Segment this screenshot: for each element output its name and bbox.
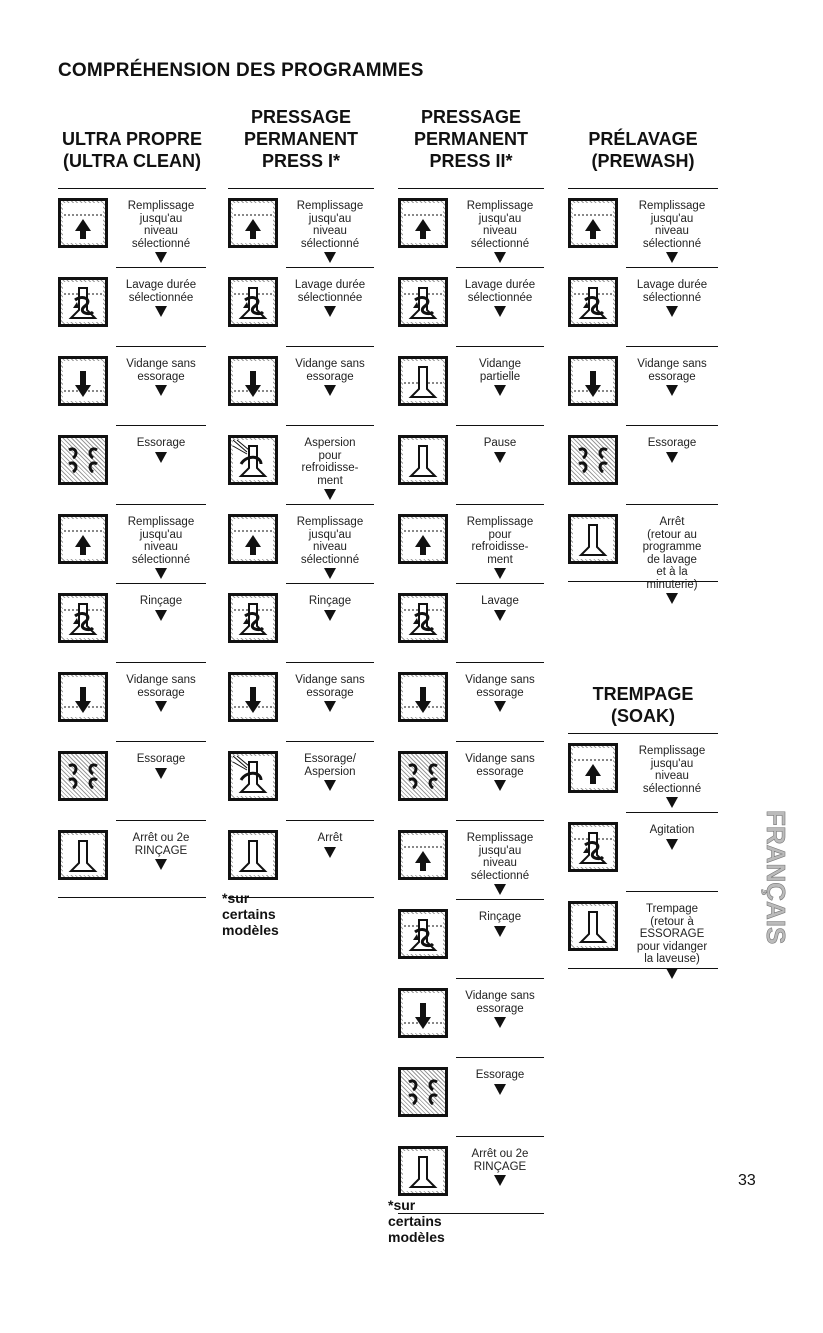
spin-icon (58, 751, 108, 801)
step-text: Vidange sans essorage (295, 358, 365, 383)
next-step-arrow-icon (155, 701, 167, 712)
step-divider (626, 812, 718, 813)
step-label (456, 753, 544, 791)
step-text: Lavage durée sélectionné (636, 279, 708, 304)
next-step-arrow-icon (324, 568, 336, 579)
step-text: Remplissage jusqu'au niveau sélectionné (296, 516, 364, 566)
next-step-arrow-icon (494, 252, 506, 263)
step-text: Remplissage jusqu'au niveau sélectionné (466, 200, 534, 250)
step-divider (456, 504, 544, 505)
next-step-arrow-icon (666, 797, 678, 808)
step-divider (116, 267, 206, 268)
fill-icon (398, 198, 448, 248)
next-step-arrow-icon (324, 701, 336, 712)
step-label (286, 832, 374, 858)
step-text: Arrêt (retour au programme de lavage et à la minuterie) (642, 516, 702, 591)
program-step (398, 267, 544, 346)
step-text: Aspersion pour refroidisse- ment (301, 437, 359, 487)
program-step (398, 662, 544, 741)
fill-icon (568, 743, 618, 793)
program-step (398, 820, 544, 899)
next-step-arrow-icon (155, 306, 167, 317)
spin-icon (398, 751, 448, 801)
program-step (228, 504, 374, 583)
next-step-arrow-icon (324, 610, 336, 621)
step-label (116, 516, 206, 579)
step-label (626, 824, 718, 850)
fill-icon (398, 514, 448, 564)
step-text: Arrêt (317, 832, 343, 844)
step-text: Essorage (136, 437, 186, 449)
step-divider (116, 583, 206, 584)
program-step (58, 662, 206, 741)
next-step-arrow-icon (494, 1017, 506, 1028)
step-label (116, 832, 206, 870)
fill-icon (228, 514, 278, 564)
next-step-arrow-icon (666, 968, 678, 979)
step-label (286, 200, 374, 263)
wash-agitator-icon (58, 593, 108, 643)
step-divider (286, 504, 374, 505)
next-step-arrow-icon (494, 884, 506, 895)
program-step (568, 504, 718, 591)
program-heading: ULTRA PROPRE (ULTRA CLEAN) (61, 129, 202, 171)
step-divider (626, 346, 718, 347)
wash-agitator-icon (398, 277, 448, 327)
step-text: Lavage (481, 595, 519, 607)
program-step (398, 188, 544, 267)
step-text: Essorage (647, 437, 697, 449)
program-heading: PRESSAGE PERMANENT PRESS II* (413, 107, 528, 171)
step-text: Remplissage jusqu'au niveau sélectionné (466, 832, 534, 882)
next-step-arrow-icon (155, 252, 167, 263)
step-text: Essorage/ Aspersion (304, 753, 356, 778)
step-divider (286, 425, 374, 426)
fill-icon (568, 198, 618, 248)
agitator-off-icon (398, 1146, 448, 1196)
spin-icon (568, 435, 618, 485)
footnote: *sur certains modèles (222, 890, 279, 938)
drain-icon (398, 672, 448, 722)
step-text: Vidange sans essorage (126, 358, 196, 383)
step-divider (626, 891, 718, 892)
program-step (398, 346, 544, 425)
program-step (228, 425, 374, 504)
wash-agitator-icon (228, 277, 278, 327)
step-text: Remplissage pour refroidisse- ment (466, 516, 534, 566)
step-divider (286, 820, 374, 821)
step-label (456, 358, 544, 396)
step-text: Vidange sans essorage (295, 674, 365, 699)
step-divider (456, 1057, 544, 1058)
next-step-arrow-icon (494, 385, 506, 396)
drain-icon (58, 356, 108, 406)
wash-agitator-icon (398, 909, 448, 959)
program-step (58, 741, 206, 820)
next-step-arrow-icon (324, 252, 336, 263)
step-text: Remplissage jusqu'au niveau sélectionné (638, 745, 706, 795)
step-text: Trempage (retour à ESSORAGE pour vidanger la laveuse) (636, 903, 708, 965)
program-step (568, 733, 718, 812)
partial-drain-icon (398, 356, 448, 406)
next-step-arrow-icon (666, 452, 678, 463)
wash-agitator-icon (568, 822, 618, 872)
step-divider (456, 741, 544, 742)
wash-agitator-icon (58, 277, 108, 327)
program-step (398, 425, 544, 504)
drain-icon (228, 356, 278, 406)
next-step-arrow-icon (494, 780, 506, 791)
program-step (228, 188, 374, 267)
next-step-arrow-icon (324, 385, 336, 396)
step-divider (116, 662, 206, 663)
step-divider (116, 504, 206, 505)
column-end-divider (568, 968, 718, 969)
step-divider (228, 188, 374, 189)
step-divider (116, 820, 206, 821)
step-divider (456, 267, 544, 268)
next-step-arrow-icon (666, 306, 678, 317)
program-step (398, 504, 544, 583)
next-step-arrow-icon (155, 568, 167, 579)
step-label (456, 437, 544, 463)
step-label (116, 437, 206, 463)
step-divider (116, 346, 206, 347)
step-text: Lavage durée sélectionnée (464, 279, 536, 304)
next-step-arrow-icon (324, 489, 336, 500)
column-end-divider (58, 897, 206, 898)
step-divider (286, 583, 374, 584)
next-step-arrow-icon (155, 768, 167, 779)
step-divider (456, 425, 544, 426)
program-step (568, 425, 718, 504)
agitator-off-icon (228, 830, 278, 880)
program-step (568, 346, 718, 425)
step-text: Rinçage (308, 595, 352, 607)
program-step (398, 583, 544, 662)
next-step-arrow-icon (155, 385, 167, 396)
step-label (456, 990, 544, 1028)
program-heading: PRESSAGE PERMANENT PRESS I* (243, 107, 358, 171)
step-divider (286, 267, 374, 268)
step-label (286, 437, 374, 500)
step-label (456, 200, 544, 263)
program-heading: TREMPAGE (SOAK) (592, 684, 694, 726)
next-step-arrow-icon (666, 593, 678, 604)
step-label (116, 200, 206, 263)
program-step (568, 267, 718, 346)
step-label (286, 595, 374, 621)
page-number: 33 (738, 1172, 756, 1189)
step-label (626, 437, 718, 463)
step-text: Rinçage (478, 911, 522, 923)
program-step (58, 504, 206, 583)
spin-icon (58, 435, 108, 485)
program-step (398, 741, 544, 820)
step-label (456, 674, 544, 712)
step-label (286, 674, 374, 712)
step-label (456, 911, 544, 937)
step-label (286, 516, 374, 579)
step-text: Essorage (136, 753, 186, 765)
wash-agitator-icon (228, 593, 278, 643)
side-label-text: FRANÇAIS (761, 810, 791, 945)
step-label (116, 753, 206, 779)
step-text: Arrêt ou 2e RINÇAGE (471, 1148, 529, 1173)
step-label (116, 279, 206, 317)
side-label (745, 810, 791, 1010)
program-step (58, 346, 206, 425)
step-label (456, 1148, 544, 1186)
step-label (456, 595, 544, 621)
wash-agitator-icon (398, 593, 448, 643)
program-step (58, 267, 206, 346)
next-step-arrow-icon (494, 306, 506, 317)
step-label (456, 1069, 544, 1095)
program-step (228, 741, 374, 820)
step-text: Vidange sans essorage (465, 990, 535, 1015)
program-step (398, 899, 544, 978)
program-heading: PRÉLAVAGE (PREWASH) (588, 129, 698, 171)
spray-rinse-icon (228, 751, 278, 801)
program-step (398, 1057, 544, 1136)
agitator-off-icon (568, 514, 618, 564)
step-divider (456, 820, 544, 821)
step-text: Vidange sans essorage (465, 753, 535, 778)
program-step (58, 425, 206, 504)
program-step (58, 820, 206, 899)
step-text: Arrêt ou 2e RINÇAGE (132, 832, 190, 857)
step-label (626, 279, 718, 317)
step-divider (116, 425, 206, 426)
next-step-arrow-icon (155, 859, 167, 870)
program-step (228, 583, 374, 662)
next-step-arrow-icon (666, 252, 678, 263)
step-divider (456, 899, 544, 900)
step-text: Rinçage (139, 595, 183, 607)
fill-icon (58, 198, 108, 248)
step-label (456, 832, 544, 895)
step-divider (286, 741, 374, 742)
step-divider (568, 733, 718, 734)
next-step-arrow-icon (494, 926, 506, 937)
step-text: Lavage durée sélectionnée (294, 279, 366, 304)
step-label (116, 358, 206, 396)
step-divider (456, 346, 544, 347)
spray-rinse-icon (228, 435, 278, 485)
step-text: Remplissage jusqu'au niveau sélectionné (127, 200, 195, 250)
step-divider (626, 504, 718, 505)
footnote: *sur certains modèles (388, 1197, 445, 1245)
step-label (626, 516, 718, 604)
agitator-off-icon (58, 830, 108, 880)
step-label (626, 358, 718, 396)
step-label (116, 674, 206, 712)
step-label (626, 745, 718, 808)
step-text: Pause (483, 437, 517, 449)
step-divider (626, 425, 718, 426)
program-step (58, 583, 206, 662)
next-step-arrow-icon (494, 568, 506, 579)
agitator-off-icon (398, 435, 448, 485)
step-divider (456, 662, 544, 663)
column-end-divider (568, 581, 718, 582)
drain-icon (398, 988, 448, 1038)
step-divider (286, 662, 374, 663)
fill-icon (228, 198, 278, 248)
agitator-off-icon (568, 901, 618, 951)
page-title: COMPRÉHENSION DES PROGRAMMES (58, 60, 424, 81)
next-step-arrow-icon (666, 385, 678, 396)
step-label (286, 279, 374, 317)
step-label (116, 595, 206, 621)
step-text: Agitation (649, 824, 695, 836)
step-text: Vidange sans essorage (465, 674, 535, 699)
step-divider (456, 978, 544, 979)
step-label (626, 200, 718, 263)
wash-agitator-icon (568, 277, 618, 327)
step-text: Vidange sans essorage (637, 358, 707, 383)
program-step (568, 188, 718, 267)
step-label (286, 358, 374, 396)
step-label (456, 279, 544, 317)
step-divider (116, 741, 206, 742)
next-step-arrow-icon (324, 306, 336, 317)
next-step-arrow-icon (155, 452, 167, 463)
step-label (286, 753, 374, 791)
next-step-arrow-icon (494, 1175, 506, 1186)
spin-icon (398, 1067, 448, 1117)
side-label-graphic (745, 810, 791, 1010)
step-text: Remplissage jusqu'au niveau sélectionné (127, 516, 195, 566)
step-divider (568, 188, 718, 189)
drain-icon (228, 672, 278, 722)
program-step (568, 891, 718, 970)
next-step-arrow-icon (494, 1084, 506, 1095)
fill-icon (58, 514, 108, 564)
step-text: Lavage durée sélectionnée (125, 279, 197, 304)
step-divider (286, 346, 374, 347)
step-text: Remplissage jusqu'au niveau sélectionné (638, 200, 706, 250)
step-divider (398, 188, 544, 189)
fill-icon (398, 830, 448, 880)
step-divider (456, 1136, 544, 1137)
program-step (58, 188, 206, 267)
program-step (568, 812, 718, 891)
drain-icon (568, 356, 618, 406)
next-step-arrow-icon (324, 780, 336, 791)
program-step (228, 662, 374, 741)
step-text: Remplissage jusqu'au niveau sélectionné (296, 200, 364, 250)
program-step (228, 820, 374, 899)
program-step (228, 346, 374, 425)
step-label (456, 516, 544, 579)
next-step-arrow-icon (494, 701, 506, 712)
program-step (398, 978, 544, 1057)
next-step-arrow-icon (324, 847, 336, 858)
next-step-arrow-icon (666, 839, 678, 850)
step-divider (626, 267, 718, 268)
next-step-arrow-icon (155, 610, 167, 621)
step-text: Vidange partielle (479, 358, 521, 383)
step-text: Vidange sans essorage (126, 674, 196, 699)
drain-icon (58, 672, 108, 722)
next-step-arrow-icon (494, 610, 506, 621)
step-text: Essorage (475, 1069, 525, 1081)
step-divider (58, 188, 206, 189)
step-divider (456, 583, 544, 584)
next-step-arrow-icon (494, 452, 506, 463)
program-step (228, 267, 374, 346)
